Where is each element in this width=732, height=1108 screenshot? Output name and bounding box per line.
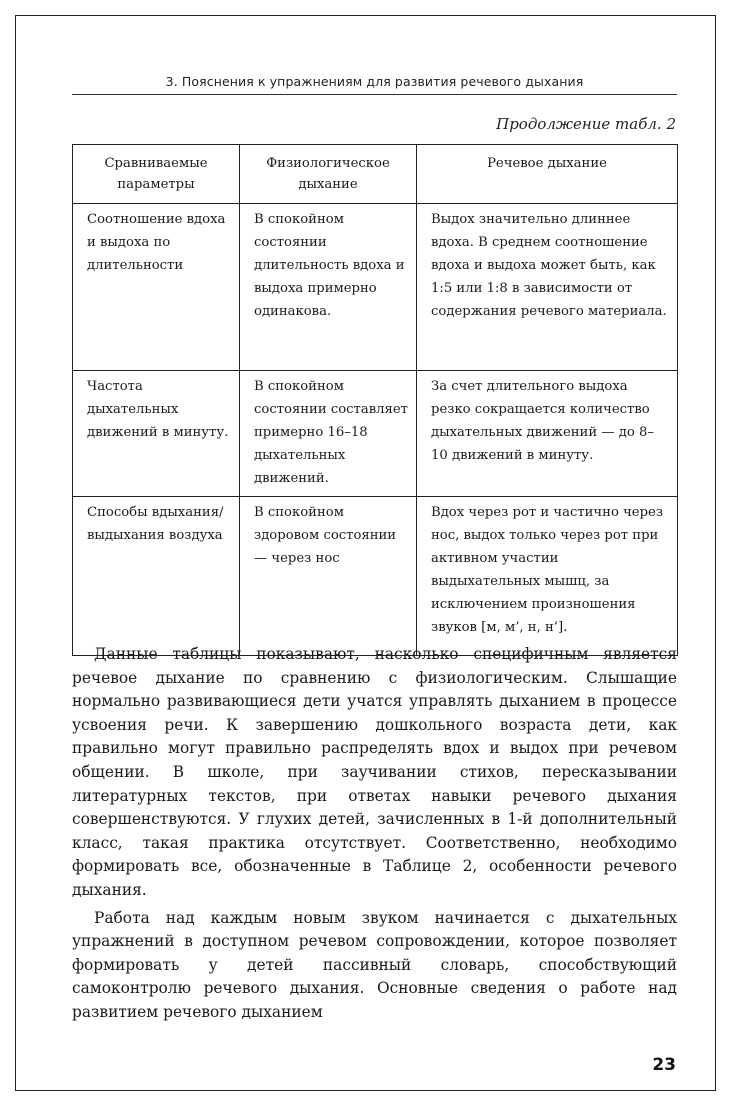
header-physiological: Физиологическое дыхание: [240, 145, 417, 204]
body-text: [72, 643, 677, 1025]
header-parameters: Сравниваемые параметры: [73, 145, 240, 204]
cell-physiological: В спокойном здоровом состоянии — через нос: [240, 497, 417, 656]
running-head: 3. Пояснения к упражнениям для развития речевого дыхания: [165, 74, 584, 89]
paragraph: Работа над каждым новым звуком начинается с дыхательных упражнений в доступном речевом сопровождении, которое позволяет формировать у детей пассивный словарь, способствующий самоконтролю речевого дыхания. Основные сведения о работе над развитием речевого дыханием: [72, 908, 677, 1021]
cell-speech: Вдох через рот и частично через нос, выдох только через рот при активном участии выдыхательных мышц, за исключением произношения звуков [м, м’, н, н’].: [417, 497, 678, 656]
cell-parameter: Способы вдыхания/выдыхания воздуха: [73, 497, 240, 656]
cell-speech: За счет длительного выдоха резко сокращается количество дыхательных движений — до 8–10 движений в минуту.: [417, 371, 678, 497]
table-caption: Продолжение табл. 2: [496, 115, 676, 133]
header-speech: Речевое дыхание: [417, 145, 678, 204]
table-row: [73, 497, 678, 656]
paragraph: Данные таблицы показывают, насколько специфичным является речевое дыхание по сравнению с физиологическим. Слышащие нормально развивающиеся дети учатся управлять дыханием в процессе усвоения речи. К завершению дошкольного возраста дети, как правильно могут правильно распределять вдох и выдох при речевом общении. В школе, при заучивании стихов, пересказывании литературных текстов, при ответах навыки речевого дыхания совершенствуются. У глухих детей, зачисленных в 1-й дополнительный класс, такая практика отсутствует. Соответственно, необходимо формировать все, обозначенные в Таблице 2, особенности речевого дыхания.: [72, 645, 677, 899]
page-number: 23: [652, 1055, 676, 1075]
comparison-table: [72, 144, 678, 656]
cell-speech: Выдох значительно длиннее вдоха. В среднем соотношение вдоха и выдоха может быть, как 1:5 или 1:8 в зависимости от содержания речевого материала.: [417, 204, 678, 371]
cell-physiological: В спокойном состоянии длительность вдоха и выдоха примерно одинакова.: [240, 204, 417, 371]
cell-parameter: Частота дыхательных движений в минуту.: [73, 371, 240, 497]
cell-physiological: В спокойном состоянии составляет примерно 16–18 дыхательных движений.: [240, 371, 417, 497]
cell-parameter: Соотношение вдоха и выдоха по длительности: [73, 204, 240, 371]
header-rule: [72, 94, 677, 95]
table-row: [73, 204, 678, 371]
table-row: [73, 371, 678, 497]
table-header-row: [73, 145, 678, 204]
